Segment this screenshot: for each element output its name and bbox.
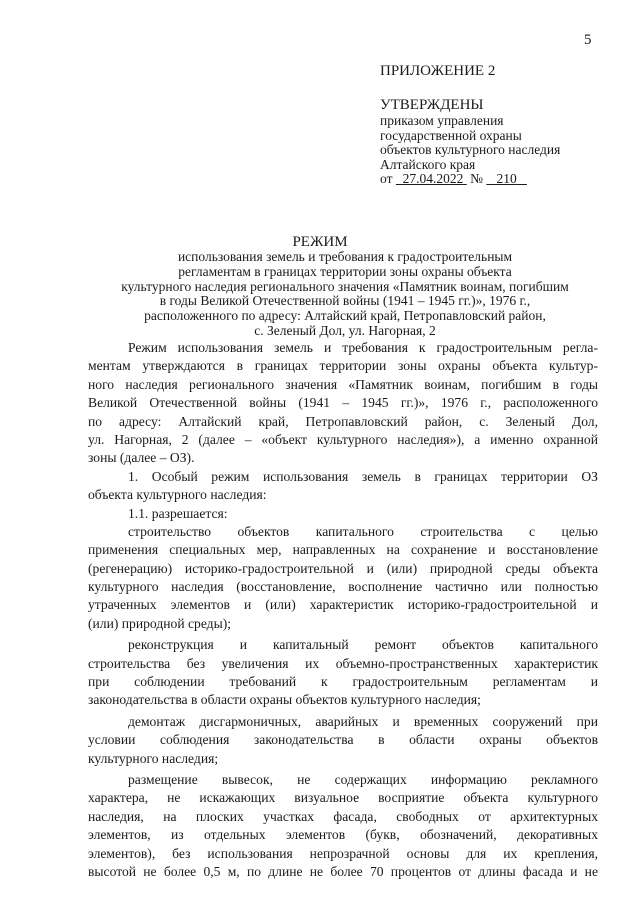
body-line: законодательства в области охраны объектов культурного наследия;	[88, 692, 481, 708]
body-line: (регенерацию) историко-градостроительной и (или) природной среды объекта	[88, 560, 598, 576]
body-line: строительство объектов капитального строительства с целью	[128, 523, 598, 539]
approval-number: 210	[496, 171, 517, 187]
approval-block	[380, 96, 560, 187]
body-line: реконструкция и капитальный ремонт объектов капитального	[128, 637, 598, 653]
subtitle-line: расположенного по адресу: Алтайский край, Петропавловский район,	[144, 308, 546, 324]
subtitle-line: регламентам в границах территории зоны охраны объекта	[178, 263, 512, 279]
body-line: утраченных элементов и (или) характеристик историко-градостроительной и	[88, 597, 598, 613]
subtitle-line: использования земель и требования к градостроительным	[177, 249, 513, 264]
body-line: характера, не искажающих визуальное восприятие объекта культурного	[88, 790, 598, 806]
body-line: применения специальных мер, направленных на сохранение и восстановление	[88, 542, 598, 558]
number-sign: №	[470, 171, 483, 187]
approval-date: 27.04.2022	[402, 171, 464, 187]
document-body	[88, 339, 598, 881]
body-line: по адресу: Алтайский край, Петропавловский район, с. Зеленый Дол,	[88, 413, 598, 429]
approval-line: государственной охраны	[380, 127, 522, 143]
body-line: демонтаж дисгармоничных, аварийных и временных сооружений при	[128, 713, 598, 729]
body-line: ментам утверждаются в границах территории зоны охраны объекта культур-	[88, 358, 598, 374]
date-prefix: от	[380, 171, 393, 187]
approval-date-line	[380, 172, 560, 187]
subtitle-line: в годы Великой Отечественной войны (1941 – 1945 гг.)», 1976 г.,	[159, 293, 531, 309]
body-line: Режим использования земель и требования к градостроительным регла-	[128, 340, 598, 355]
approval-line: Алтайского края	[380, 156, 476, 172]
body-line: 1. Особый режим использования земель в границах территории ОЗ	[128, 468, 598, 484]
approval-line: приказом управления	[380, 113, 504, 128]
body-line: культурного наследия;	[88, 750, 219, 766]
body-line: элементов, из отдельных элементов (букв, обозначений, декоративных	[88, 827, 598, 843]
appendix-label: ПРИЛОЖЕНИЕ 2	[380, 63, 496, 79]
body-line: (или) природной среды);	[88, 615, 232, 631]
document-subtitle	[80, 250, 610, 339]
document-title: РЕЖИМ	[292, 234, 348, 250]
body-line: объекта культурного наследия:	[88, 487, 267, 503]
body-line: при соблюдении требований к градостроительным регламентам и	[88, 674, 598, 690]
subtitle-line: с. Зеленый Дол, ул. Нагорная, 2	[254, 322, 436, 338]
approval-title: УТВЕРЖДЕНЫ	[380, 97, 484, 113]
body-line: культурного наследия (восстановление, восполнение частично или полностью	[88, 579, 598, 595]
body-line: размещение вывесок, не содержащих информацию рекламного	[128, 771, 598, 787]
body-line: наследия, на плоских участках фасада, свободных от архитектурных	[88, 808, 598, 824]
body-line: 1.1. разрешается:	[128, 505, 228, 521]
subtitle-line: культурного наследия регионального значения «Памятник воинам, погибшим	[121, 278, 569, 294]
page-number: 5	[584, 32, 592, 48]
approval-line: объектов культурного наследия	[380, 142, 561, 158]
body-line: зоны (далее – ОЗ).	[88, 450, 195, 466]
body-line: строительства без увеличения их объемно-пространственных характеристик	[88, 655, 598, 671]
body-line: Великой Отечественной войны (1941 – 1945 гг.)», 1976 г., расположенного	[88, 395, 598, 411]
body-line: ул. Нагорная, 2 (далее – «объект культурного наследия»), а именно охранной	[88, 431, 598, 447]
body-line: условии соблюдения законодательства в области охраны объектов	[88, 732, 598, 748]
body-line: высотой не более 0,5 м, по длине не более 70 процентов от длины фасада и не	[88, 863, 598, 879]
body-line: ного наследия регионального значения «Памятник воинам, погибшим в годы	[88, 376, 598, 392]
body-line: элементов), без использования непрозрачной основы для их крепления,	[88, 845, 598, 861]
